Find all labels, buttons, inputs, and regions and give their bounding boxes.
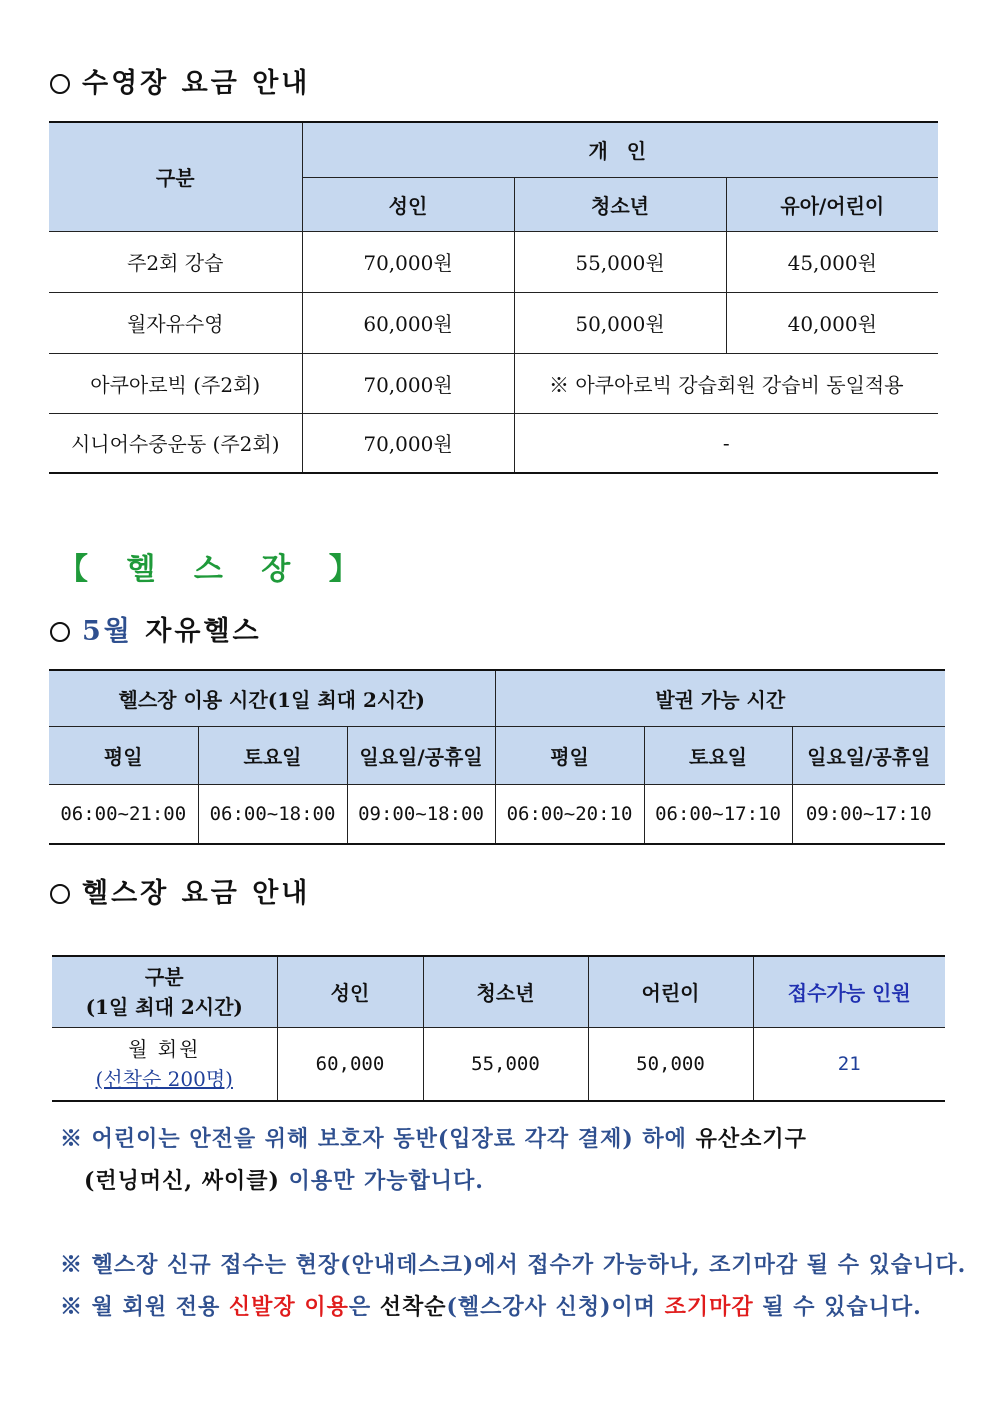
pool-row-adult: 70,000원	[302, 231, 514, 292]
gym-section-title: 【 헬 스 장 】	[58, 552, 373, 587]
gym-time-cell: 06:00~20:10	[495, 784, 644, 844]
gym-fee-heading-text: 헬스장 요금 안내	[82, 878, 311, 909]
note-children-text: ※ 어린이는 안전을 위해 보호자 동반(입장료 각각 결제) 하에	[60, 1126, 696, 1152]
gym-time-cell: 09:00~17:10	[792, 784, 945, 844]
gym-fee-header-adult: 성인	[277, 956, 423, 1027]
table-row	[49, 413, 938, 473]
note-children-equipment: 유산소기구	[695, 1126, 807, 1152]
gym-day-sunday-holiday: 일요일/공휴일	[792, 726, 945, 784]
pool-row-label: 주2회 강습	[49, 231, 302, 292]
gym-fee-header-category	[52, 956, 277, 1027]
circle-bullet-icon	[50, 884, 70, 904]
note-shoe-locker-highlight: 신발장 이용	[228, 1294, 349, 1320]
note-shoe-locker-first-come: 선착순	[379, 1294, 447, 1320]
note-shoe-locker-early-close: 조기마감	[664, 1294, 754, 1320]
table-row	[49, 784, 945, 844]
circle-bullet-icon	[50, 622, 70, 642]
pool-header-child: 유아/어린이	[726, 177, 938, 231]
pool-row-adult: 70,000원	[302, 413, 514, 473]
pool-header-youth: 청소년	[514, 177, 726, 231]
gym-time-cell: 06:00~18:00	[198, 784, 347, 844]
circle-bullet-icon	[50, 74, 70, 94]
note-children	[60, 1128, 807, 1150]
pool-fee-table	[49, 121, 938, 474]
table-row	[52, 1027, 945, 1101]
gym-fee-table	[52, 955, 945, 1102]
pool-fee-heading-text: 수영장 요금 안내	[82, 68, 311, 99]
gym-day-weekday: 평일	[49, 726, 198, 784]
gym-fee-row-label-line2: (선착순 200명)	[95, 1066, 233, 1091]
pool-row-label: 월자유수영	[49, 292, 302, 353]
pool-row-youth: 50,000원	[514, 292, 726, 353]
note-shoe-locker-c: (헬스강사 신청)이며	[446, 1294, 665, 1320]
pool-header-individual: 개 인	[302, 122, 938, 177]
pool-fee-heading	[50, 70, 310, 97]
gym-fee-header-category-line2: (1일 최대 2시간)	[85, 994, 243, 1019]
note-children-usage: 이용만 가능합니다.	[279, 1168, 484, 1194]
gym-fee-heading	[50, 880, 310, 907]
gym-hours-ticket-group: 발권 가능 시간	[495, 670, 945, 726]
note-children-cont	[84, 1170, 484, 1192]
note-shoe-locker-b: 은	[348, 1294, 380, 1320]
gym-time-cell: 06:00~21:00	[49, 784, 198, 844]
gym-fee-header-child: 어린이	[588, 956, 753, 1027]
note-shoe-locker-d: 될 수 있습니다.	[753, 1294, 922, 1320]
note-registration: ※ 헬스장 신규 접수는 현장(안내데스크)에서 접수가 가능하나, 조기마감 될 수 있습니다.	[60, 1252, 967, 1278]
gym-fee-header-youth: 청소년	[423, 956, 588, 1027]
gym-fee-row-capacity: 21	[753, 1027, 945, 1101]
table-row	[49, 292, 938, 353]
note-shoe-locker	[60, 1296, 922, 1318]
pool-row-note: -	[514, 413, 938, 473]
gym-time-cell: 06:00~17:10	[644, 784, 792, 844]
gym-hours-table	[49, 669, 945, 845]
note-shoe-locker-a: ※ 월 회원 전용	[60, 1294, 229, 1320]
gym-fee-row-child: 50,000	[588, 1027, 753, 1101]
pool-row-label: 시니어수중운동 (주2회)	[49, 413, 302, 473]
pool-row-youth: 55,000원	[514, 231, 726, 292]
gym-fee-header-category-line1: 구분	[144, 964, 184, 989]
gym-hours-month: 5월	[82, 616, 133, 647]
gym-day-saturday: 토요일	[198, 726, 347, 784]
pool-header-category: 구분	[49, 122, 302, 231]
gym-day-sunday-holiday: 일요일/공휴일	[347, 726, 495, 784]
pool-row-label: 아쿠아로빅 (주2회)	[49, 353, 302, 413]
gym-fee-row-label-line1: 월 회원	[128, 1036, 201, 1061]
gym-day-weekday: 평일	[495, 726, 644, 784]
gym-fee-row-label	[52, 1027, 277, 1101]
pool-row-child: 40,000원	[726, 292, 938, 353]
note-children-machines: (런닝머신, 싸이클)	[84, 1168, 280, 1194]
gym-hours-heading	[50, 618, 262, 645]
pool-row-child: 45,000원	[726, 231, 938, 292]
pool-row-adult: 60,000원	[302, 292, 514, 353]
gym-hours-heading-text: 자유헬스	[145, 616, 262, 647]
gym-fee-row-youth: 55,000	[423, 1027, 588, 1101]
table-row	[49, 353, 938, 413]
gym-fee-header-capacity: 접수가능 인원	[753, 956, 945, 1027]
gym-fee-row-adult: 60,000	[277, 1027, 423, 1101]
gym-hours-use-group: 헬스장 이용 시간(1일 최대 2시간)	[49, 670, 495, 726]
pool-header-adult: 성인	[302, 177, 514, 231]
pool-row-note: ※ 아쿠아로빅 강습회원 강습비 동일적용	[514, 353, 938, 413]
pool-row-adult: 70,000원	[302, 353, 514, 413]
gym-time-cell: 09:00~18:00	[347, 784, 495, 844]
table-row	[49, 231, 938, 292]
gym-day-saturday: 토요일	[644, 726, 792, 784]
